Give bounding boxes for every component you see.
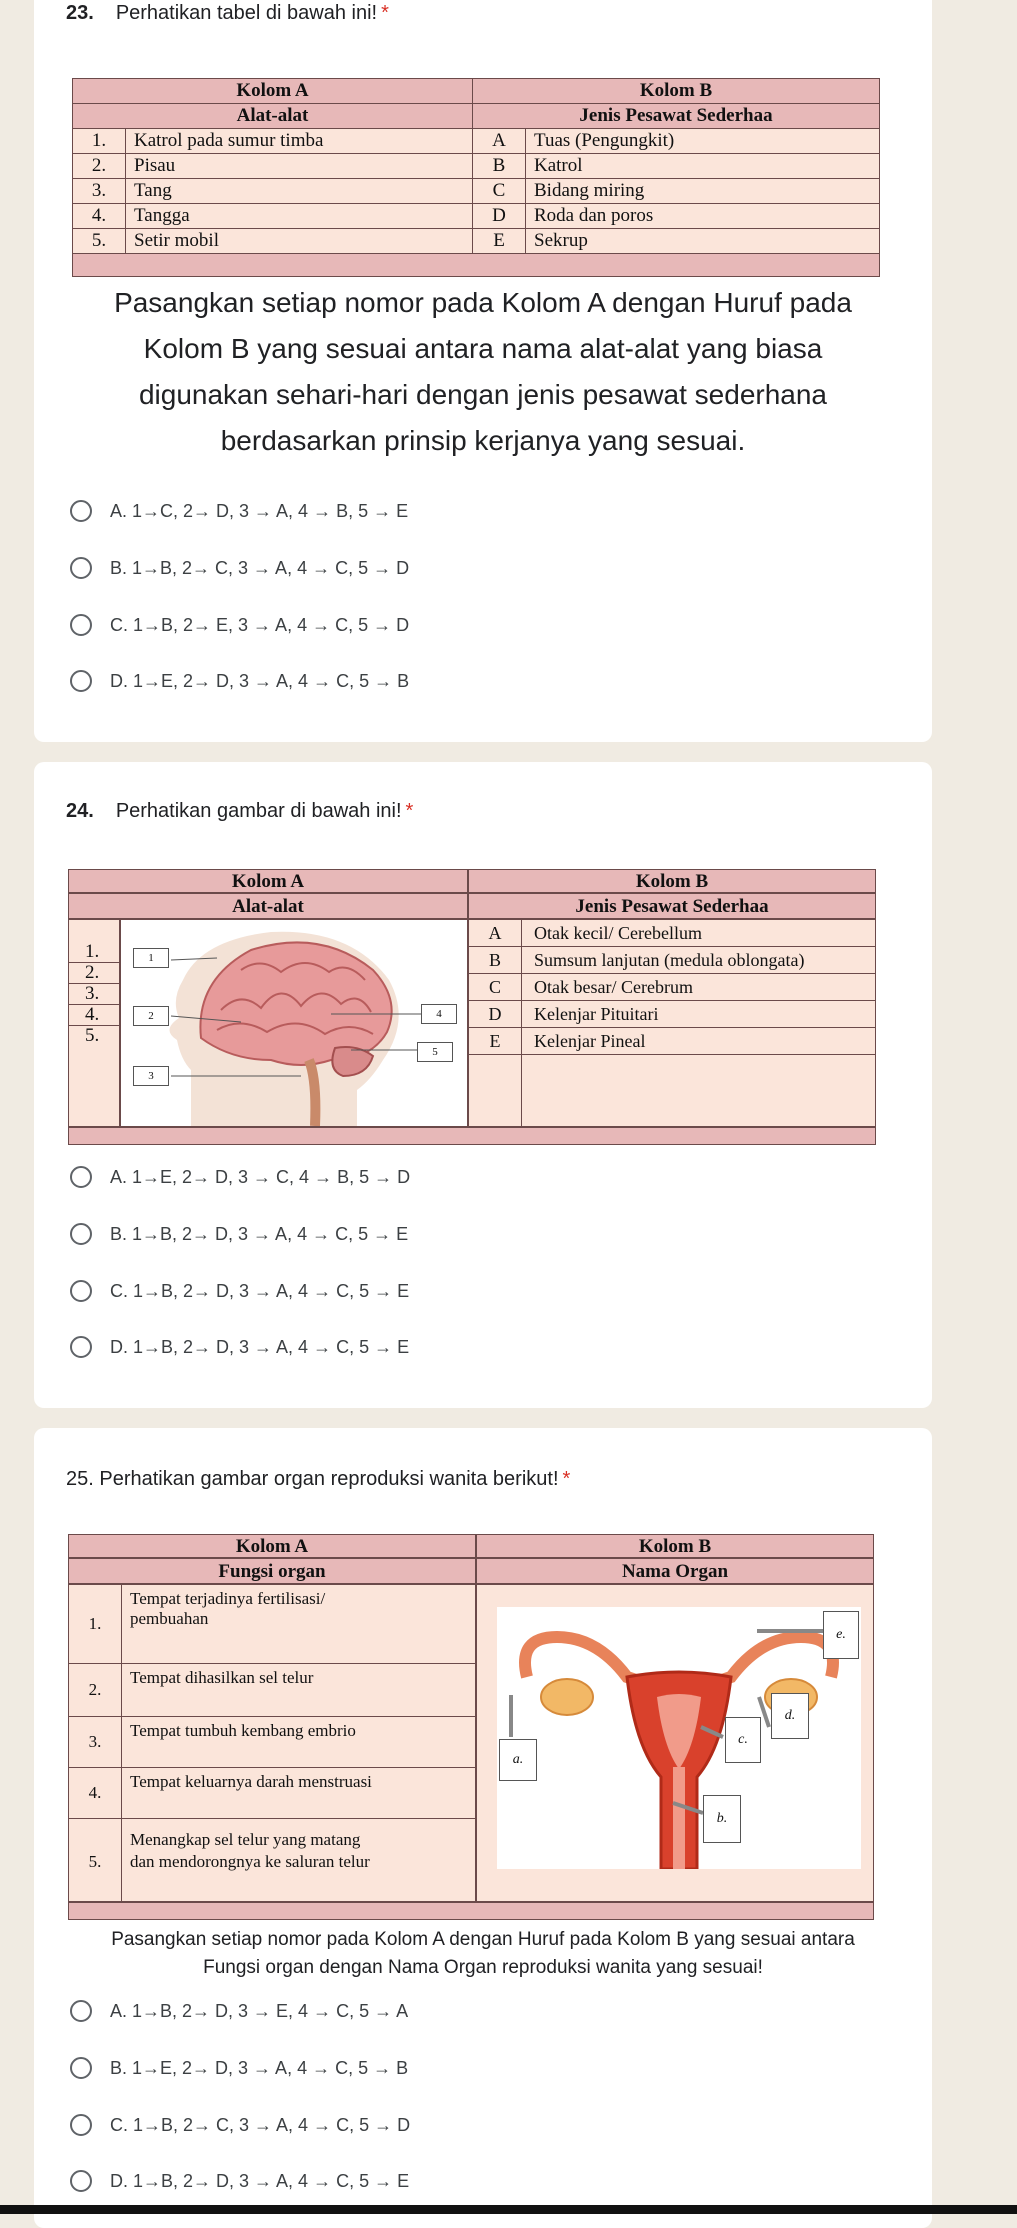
row-letter: C — [473, 179, 526, 204]
row-number: 2. — [69, 1664, 122, 1716]
table-row — [73, 129, 880, 154]
option-label: D. 1→B, 2→ D, 3 → A, 4 → C, 5 → E — [110, 2170, 410, 2191]
radio-button[interactable] — [70, 2170, 92, 2192]
description-line: Pasangkan setiap nomor pada Kolom A dengan Huruf pada — [114, 287, 852, 318]
uterus-image — [476, 1584, 874, 1902]
row-tool: Katrol pada sumur timba — [126, 129, 473, 154]
row-letter: A — [469, 920, 522, 946]
number-column — [68, 919, 120, 1127]
option-label: A. 1→B, 2→ D, 3 → E, 4 → C, 5 → A — [110, 2000, 409, 2021]
table-row — [469, 947, 875, 974]
option-b[interactable] — [70, 1223, 408, 1245]
question-number: 24. — [66, 800, 94, 822]
option-b[interactable] — [70, 2057, 408, 2079]
question-text: Perhatikan tabel di bawah ini! — [115, 2, 378, 24]
row-number: 2. — [69, 963, 119, 984]
radio-button[interactable] — [70, 1223, 92, 1245]
option-d[interactable] — [70, 2170, 409, 2192]
description-line: Kolom B yang sesuai antara nama alat-alat yang biasa — [143, 333, 823, 364]
row-machine: Sekrup — [526, 229, 880, 254]
row-number: 1. — [73, 129, 126, 154]
question-description — [54, 280, 912, 464]
table-header-col-b: Kolom B — [468, 869, 876, 893]
row-function-line: dan mendorongnya ke saluran telur — [130, 1852, 370, 1871]
option-label: C. 1→B, 2→ E, 3 → A, 4 → C, 5 → D — [110, 614, 410, 635]
table-footer — [68, 1902, 874, 1920]
description-line: berdasarkan prinsip kerjanya yang sesuai. — [220, 425, 746, 456]
row-function-line: Tempat tumbuh kembang embrio — [130, 1721, 356, 1740]
question-card-25 — [34, 1428, 932, 2228]
brain-label-1: 1 — [133, 948, 169, 968]
question-table — [72, 78, 880, 277]
question-text: Perhatikan gambar di bawah ini! — [115, 800, 402, 822]
radio-button[interactable] — [70, 500, 92, 522]
required-asterisk: * — [381, 2, 389, 24]
row-tool: Tangga — [126, 204, 473, 229]
row-machine: Bidang miring — [526, 179, 880, 204]
row-answer: Kelenjar Pineal — [534, 1031, 646, 1051]
row-letter: B — [473, 154, 526, 179]
required-asterisk: * — [405, 800, 414, 822]
brain-label-3: 3 — [133, 1066, 169, 1086]
question-card-24 — [34, 762, 932, 1408]
table-row — [69, 1768, 475, 1819]
option-label: C. 1→B, 2→ C, 3 → A, 4 → C, 5 → D — [110, 2114, 411, 2135]
row-answer: Otak kecil/ Cerebellum — [534, 923, 702, 943]
organ-label-a: a. — [499, 1739, 537, 1781]
answer-column — [468, 919, 876, 1127]
description-line: Fungsi organ dengan Nama Organ reproduksi wanita yang sesuai! — [203, 1957, 763, 1978]
radio-button[interactable] — [70, 2057, 92, 2079]
empty-row — [469, 1055, 875, 1131]
option-a[interactable] — [70, 500, 408, 522]
function-column — [68, 1584, 476, 1902]
option-label: C. 1→B, 2→ D, 3 → A, 4 → C, 5 → E — [110, 1280, 410, 1301]
brain-label-4: 4 — [421, 1004, 457, 1024]
row-letter: D — [469, 1001, 522, 1027]
row-tool: Setir mobil — [126, 229, 473, 254]
option-label: D. 1→E, 2→ D, 3 → A, 4 → C, 5 → B — [110, 670, 410, 691]
table-row — [69, 1585, 475, 1664]
row-number: 5. — [69, 1819, 122, 1905]
option-label: A. 1→E, 2→ D, 3 → C, 4 → B, 5 → D — [110, 1166, 411, 1187]
row-function-line: Tempat terjadinya fertilisasi/ — [130, 1589, 326, 1608]
row-number: 3. — [73, 179, 126, 204]
row-number: 4. — [69, 1005, 119, 1026]
table-footer — [68, 1127, 876, 1145]
table-subheader-b: Jenis Pesawat Sederhaa — [473, 104, 880, 129]
brain-label-2: 2 — [133, 1006, 169, 1026]
table-row — [469, 920, 875, 947]
option-label: A. 1→C, 2→ D, 3 → A, 4 → B, 5 → E — [110, 500, 409, 521]
organ-label-d: d. — [771, 1693, 809, 1739]
row-letter: E — [473, 229, 526, 254]
brain-image — [120, 919, 468, 1127]
brain-illustration — [121, 920, 467, 1126]
option-label: B. 1→E, 2→ D, 3 → A, 4 → C, 5 → B — [110, 2057, 409, 2078]
row-function-line: Menangkap sel telur yang matang — [130, 1830, 361, 1849]
row-number: 5. — [73, 229, 126, 254]
option-c[interactable] — [70, 2114, 410, 2136]
table-row — [469, 974, 875, 1001]
row-answer: Sumsum lanjutan (medula oblongata) — [534, 950, 805, 970]
table-subheader-b: Nama Organ — [476, 1558, 874, 1584]
row-answer: Kelenjar Pituitari — [534, 1004, 659, 1024]
row-letter: A — [473, 129, 526, 154]
table-row — [469, 1028, 875, 1055]
row-machine: Roda dan poros — [526, 204, 880, 229]
row-number: 5. — [85, 1025, 100, 1046]
table-header-col-a: Kolom A — [68, 1534, 476, 1558]
bottom-system-bar — [0, 2205, 1017, 2214]
radio-button[interactable] — [70, 2114, 92, 2136]
row-number: 3. — [69, 1717, 122, 1767]
question-title — [66, 800, 413, 823]
option-label: B. 1→B, 2→ C, 3 → A, 4 → C, 5 → D — [110, 557, 410, 578]
organ-label-c: c. — [725, 1717, 761, 1763]
table-row — [469, 1001, 875, 1028]
question-title — [66, 2, 389, 25]
table-subheader-a: Alat-alat — [68, 893, 468, 919]
table-subheader-a: Fungsi organ — [68, 1558, 476, 1584]
row-machine: Katrol — [526, 154, 880, 179]
row-function-line: Tempat keluarnya darah menstruasi — [130, 1772, 372, 1791]
row-letter: B — [469, 947, 522, 973]
row-number: 3. — [69, 984, 119, 1005]
question-card-23 — [34, 0, 932, 742]
option-c[interactable] — [70, 614, 409, 636]
row-answer: Otak besar/ Cerebrum — [534, 977, 693, 997]
organ-label-e: e. — [823, 1611, 859, 1659]
table-row — [73, 179, 880, 204]
table-subheader-b: Jenis Pesawat Sederhaa — [468, 893, 876, 919]
table-row — [73, 154, 880, 179]
row-letter: E — [469, 1028, 522, 1054]
question-title — [66, 1468, 570, 1491]
required-asterisk: * — [562, 1468, 571, 1490]
radio-button[interactable] — [70, 557, 92, 579]
option-a[interactable] — [70, 1166, 410, 1188]
row-tool: Pisau — [126, 154, 473, 179]
brain-label-5: 5 — [417, 1042, 453, 1062]
table-footer — [73, 254, 880, 277]
option-d[interactable] — [70, 670, 409, 692]
organ-label-b: b. — [703, 1795, 741, 1843]
radio-button[interactable] — [70, 2000, 92, 2022]
row-number: 1. — [69, 1585, 122, 1663]
radio-button[interactable] — [70, 614, 92, 636]
radio-button[interactable] — [70, 670, 92, 692]
row-number: 4. — [69, 1768, 122, 1818]
row-number: 2. — [73, 154, 126, 179]
row-number: 4. — [73, 204, 126, 229]
row-function-line: pembuahan — [130, 1609, 209, 1628]
table-subheader-a: Alat-alat — [73, 104, 473, 129]
radio-button[interactable] — [70, 1336, 92, 1358]
uterus-image-frame — [497, 1607, 861, 1869]
table-row — [69, 1819, 475, 1905]
question-number: 23. — [66, 2, 94, 24]
row-tool: Tang — [126, 179, 473, 204]
table-header-col-a: Kolom A — [73, 79, 473, 104]
radio-button[interactable] — [70, 1280, 92, 1302]
option-d[interactable] — [70, 1336, 409, 1358]
table-row — [73, 204, 880, 229]
table-row — [69, 1664, 475, 1717]
question-description — [44, 1926, 922, 1982]
radio-button[interactable] — [70, 1166, 92, 1188]
row-machine: Tuas (Pengungkit) — [526, 129, 880, 154]
table-header-col-b: Kolom B — [473, 79, 880, 104]
row-letter: C — [469, 974, 522, 1000]
row-number: 1. — [69, 942, 119, 963]
brain-table — [68, 869, 876, 1145]
option-label: D. 1→B, 2→ D, 3 → A, 4 → C, 5 → E — [110, 1336, 410, 1357]
option-c[interactable] — [70, 1280, 409, 1302]
reproduction-table — [68, 1534, 874, 1920]
row-function-line: Tempat dihasilkan sel telur — [130, 1668, 314, 1687]
table-row — [73, 229, 880, 254]
option-b[interactable] — [70, 557, 409, 579]
description-line: digunakan sehari-hari dengan jenis pesawat sederhana — [138, 379, 828, 410]
table-row — [69, 1717, 475, 1768]
question-text: 25. Perhatikan gambar organ reproduksi wanita berikut! — [66, 1468, 559, 1490]
table-header-col-b: Kolom B — [476, 1534, 874, 1558]
option-label: B. 1→B, 2→ D, 3 → A, 4 → C, 5 → E — [110, 1223, 409, 1244]
option-a[interactable] — [70, 2000, 408, 2022]
row-letter: D — [473, 204, 526, 229]
description-line: Pasangkan setiap nomor pada Kolom A dengan Huruf pada Kolom B yang sesuai antara — [111, 1929, 855, 1950]
table-header-col-a: Kolom A — [68, 869, 468, 893]
